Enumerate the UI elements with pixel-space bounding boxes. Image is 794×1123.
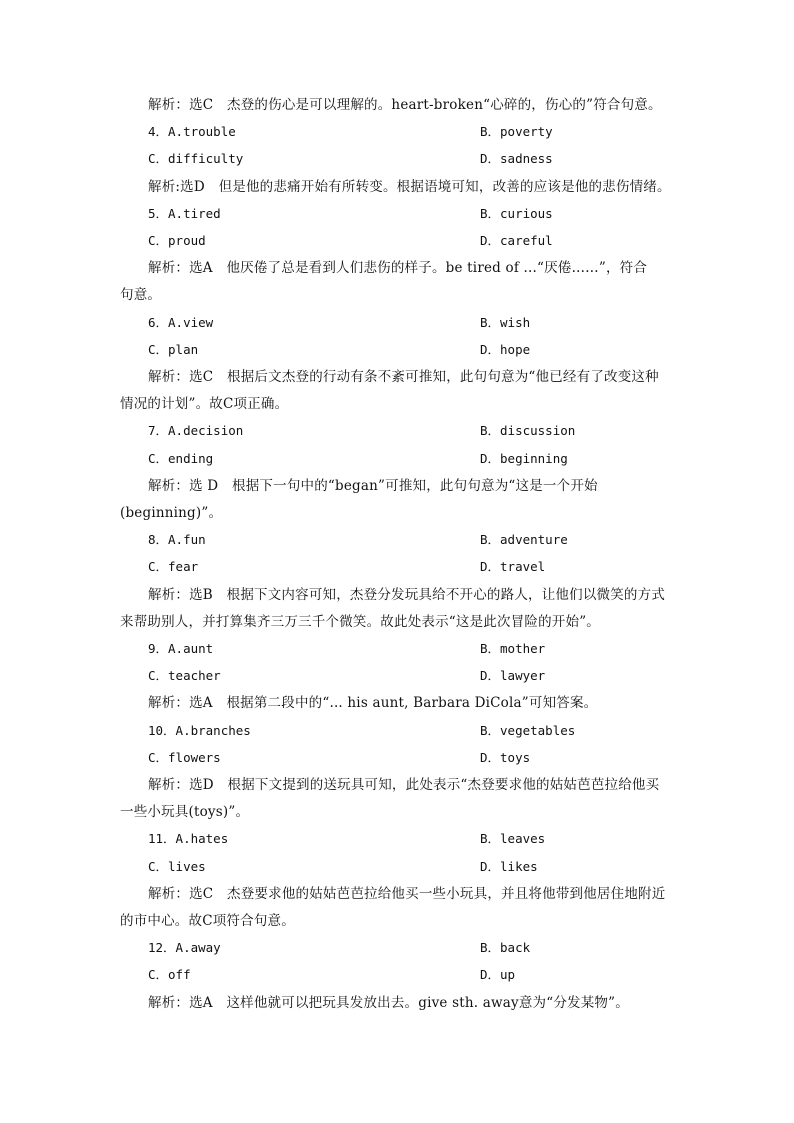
explanation-line: 解析：选A 根据第二段中的“... his aunt, Barbara DiCola”可知答案。 <box>148 695 598 711</box>
option-a: 7．A.decision <box>148 423 244 438</box>
explanation-line: (beginning)”。 <box>120 505 223 521</box>
option-a: 11．A.hates <box>148 831 229 846</box>
option-d: D．hope <box>480 342 531 357</box>
option-b: B．discussion <box>480 423 576 438</box>
option-a: 5．A.tired <box>148 206 221 221</box>
explanation-line: 解析：选B 根据下文内容可知，杰登分发玩具给不开心的路人，让他们以微笑的方式 <box>148 587 666 603</box>
explanation-line: 一些小玩具(toys)”。 <box>120 804 250 820</box>
explanation-line: 解析：选A 这样他就可以把玩具发放出去。give sth. away意为“分发某物”。 <box>148 995 629 1011</box>
option-b: B．back <box>480 940 531 955</box>
option-a: 4．A.trouble <box>148 124 236 139</box>
option-a: 8．A.fun <box>148 532 206 547</box>
option-a: 9．A.aunt <box>148 641 214 656</box>
explanation-line: 的市中心。故C项符合句意。 <box>120 913 295 929</box>
option-c: C．difficulty <box>148 151 244 166</box>
option-b: B．vegetables <box>480 723 576 738</box>
option-d: D．beginning <box>480 451 568 466</box>
option-b: B．leaves <box>480 831 546 846</box>
explanation-line: 解析：选C 杰登的伤心是可以理解的。heart-broken“心碎的，伤心的”符合句意。 <box>148 97 662 113</box>
option-c: C．lives <box>148 859 206 874</box>
explanation-line: 解析：选D 根据下文提到的送玩具可知，此处表示“杰登要求他的姑姑芭芭拉给他买 <box>148 777 660 793</box>
option-b: B．adventure <box>480 532 568 547</box>
option-b: B．wish <box>480 315 531 330</box>
explanation-line: 解析：选 D 根据下一句中的“began”可推知，此句句意为“这是一个开始 <box>148 478 598 494</box>
explanation-line: 解析：选C 根据后文杰登的行动有条不紊可推知，此句句意为“他已经有了改变这种 <box>148 369 659 385</box>
explanation-line: 解析：选A 他厌倦了总是看到人们悲伤的样子。be tired of ...“厌倦……”，符合 <box>148 260 648 276</box>
option-c: C．plan <box>148 342 199 357</box>
option-d: D．toys <box>480 750 531 765</box>
option-c: C．ending <box>148 451 214 466</box>
option-d: D．sadness <box>480 151 553 166</box>
option-a: 12．A.away <box>148 940 221 955</box>
explanation-line: 情况的计划”。故C项正确。 <box>120 396 289 412</box>
option-b: B．curious <box>480 206 553 221</box>
option-c: C．fear <box>148 559 199 574</box>
explanation-line: 解析：选C 杰登要求他的姑姑芭芭拉给他买一些小玩具，并且将他带到他居住地附近 <box>148 886 666 902</box>
option-a: 10．A.branches <box>148 723 251 738</box>
option-d: D．lawyer <box>480 668 546 683</box>
option-c: C．proud <box>148 233 206 248</box>
explanation-line: 来帮助别人，并打算集齐三万三千个微笑。故此处表示“这是此次冒险的开始”。 <box>120 614 601 630</box>
explanation-line: 解析:选D 但是他的悲痛开始有所转变。根据语境可知，改善的应该是他的悲伤情绪。 <box>148 179 671 195</box>
option-d: D．travel <box>480 559 546 574</box>
option-b: B．poverty <box>480 124 553 139</box>
option-c: C．teacher <box>148 668 221 683</box>
option-c: C．flowers <box>148 750 221 765</box>
option-c: C．off <box>148 967 191 982</box>
option-a: 6．A.view <box>148 315 214 330</box>
option-d: D．up <box>480 967 516 982</box>
option-d: D．careful <box>480 233 553 248</box>
option-b: B．mother <box>480 641 546 656</box>
explanation-line: 句意。 <box>120 287 162 303</box>
option-d: D．likes <box>480 859 538 874</box>
